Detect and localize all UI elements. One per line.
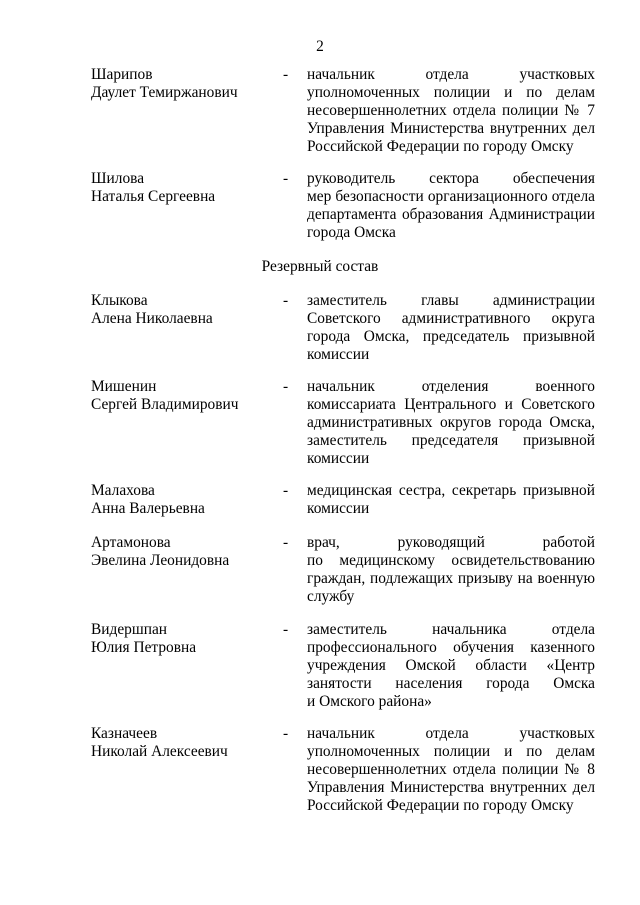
member-position	[307, 621, 595, 711]
dash-separator: -	[283, 621, 289, 638]
position-line: Российской Федерации по городу Омску	[307, 138, 574, 155]
member-surname: Артамонова	[91, 534, 171, 551]
position-line: медицинская сестра, секретарь призывной	[307, 482, 595, 499]
position-line: уполномоченных полиции и по делам	[307, 743, 595, 760]
position-line: несовершеннолетних отдела полиции № 8	[307, 761, 595, 778]
member-given-names: Анна Валерьевна	[91, 500, 205, 517]
position-line: граждан, подлежащих призыву на военную	[307, 570, 595, 587]
position-line: мер безопасности организационного отдела	[307, 188, 595, 205]
position-line: Советского административного округа	[307, 310, 595, 327]
position-line: руководитель сектора обеспечения	[307, 170, 595, 187]
position-line: комиссии	[307, 346, 370, 363]
member-position	[307, 170, 595, 242]
position-line: заместитель председателя призывной	[307, 432, 595, 449]
member-position	[307, 292, 595, 364]
position-line: комиссии	[307, 450, 370, 467]
member-surname: Мишенин	[91, 378, 157, 395]
member-position	[307, 66, 595, 156]
member-surname: Казначеев	[91, 725, 158, 742]
position-line: города Омска	[307, 224, 396, 241]
member-surname: Видершпан	[91, 621, 168, 638]
dash-separator: -	[283, 534, 289, 551]
position-line: Управления Министерства внутренних дел	[307, 120, 595, 137]
member-name	[91, 378, 271, 414]
position-line: несовершеннолетних отдела полиции № 7	[307, 102, 595, 119]
member-position	[307, 534, 595, 606]
position-line: занятости населения города Омска	[307, 675, 595, 692]
position-line: службу	[307, 588, 355, 605]
position-line: начальник отдела участковых	[307, 725, 595, 742]
section-title-reserve: Резервный состав	[261, 258, 379, 275]
member-surname: Клыкова	[91, 292, 148, 309]
member-name	[91, 66, 271, 102]
member-position	[307, 378, 595, 468]
position-line: уполномоченных полиции и по делам	[307, 84, 595, 101]
position-line: Российской Федерации по городу Омску	[307, 797, 574, 814]
position-line: департамента образования Администрации	[307, 206, 595, 223]
position-line: и Омского района»	[307, 693, 432, 710]
position-line: административных округов города Омска,	[307, 414, 595, 431]
dash-separator: -	[283, 170, 289, 187]
member-position	[307, 482, 595, 518]
dash-separator: -	[283, 378, 289, 395]
position-line: комиссариата Центрального и Советского	[307, 396, 595, 413]
member-position	[307, 725, 595, 815]
position-line: начальник отделения военного	[307, 378, 595, 395]
member-name	[91, 482, 271, 518]
position-line: учреждения Омской области «Центр	[307, 657, 595, 674]
position-line: заместитель начальника отдела	[307, 621, 595, 638]
position-line: начальник отдела участковых	[307, 66, 595, 83]
position-line: профессионального обучения казенного	[307, 639, 595, 656]
member-given-names: Эвелина Леонидовна	[91, 552, 230, 569]
member-given-names: Даулет Темиржанович	[91, 84, 238, 101]
dash-separator: -	[283, 66, 289, 83]
member-surname: Шилова	[91, 170, 145, 187]
page-number: 2	[316, 38, 324, 55]
member-surname: Малахова	[91, 482, 155, 499]
member-name	[91, 621, 271, 657]
position-line: комиссии	[307, 500, 370, 517]
member-name	[91, 534, 271, 570]
member-given-names: Сергей Владимирович	[91, 396, 239, 413]
member-surname: Шарипов	[91, 66, 153, 83]
dash-separator: -	[283, 292, 289, 309]
dash-separator: -	[283, 725, 289, 742]
member-given-names: Юлия Петровна	[91, 639, 197, 656]
member-name	[91, 725, 271, 761]
dash-separator: -	[283, 482, 289, 499]
member-given-names: Николай Алексеевич	[91, 743, 228, 760]
member-given-names: Наталья Сергеевна	[91, 188, 216, 205]
member-given-names: Алена Николаевна	[91, 310, 213, 327]
position-line: заместитель главы администрации	[307, 292, 595, 309]
position-line: Управления Министерства внутренних дел	[307, 779, 595, 796]
position-line: врач, руководящий работой	[307, 534, 595, 551]
member-name	[91, 292, 271, 328]
position-line: по медицинскому освидетельствованию	[307, 552, 595, 569]
member-name	[91, 170, 271, 206]
position-line: города Омска, председатель призывной	[307, 328, 595, 345]
